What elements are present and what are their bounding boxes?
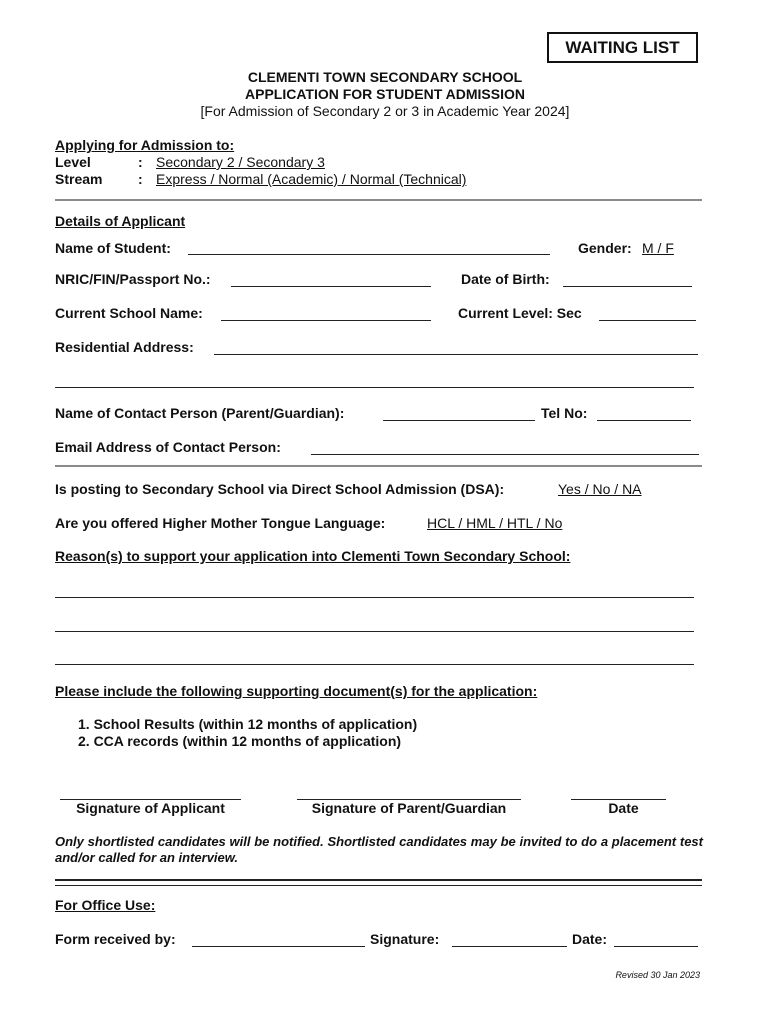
contact-person-label: Name of Contact Person (Parent/Guardian):	[55, 405, 345, 421]
reasons-field-line-2[interactable]	[55, 631, 694, 632]
current-level-field[interactable]	[599, 320, 696, 321]
form-subtitle: [For Admission of Secondary 2 or 3 in Academic Year 2024]	[200, 103, 570, 119]
level-label: Level	[55, 154, 91, 170]
address-field-line-1[interactable]	[214, 354, 698, 355]
waiting-list-badge: WAITING LIST	[547, 32, 698, 63]
stream-label: Stream	[55, 171, 103, 187]
document-item: 1. School Results (within 12 months of application)	[78, 716, 418, 732]
office-heading: For Office Use:	[55, 897, 156, 913]
email-field[interactable]	[311, 454, 699, 455]
school-name: CLEMENTI TOWN SECONDARY SCHOOL	[247, 69, 523, 85]
address-label: Residential Address:	[55, 339, 194, 355]
form-received-field[interactable]	[192, 946, 365, 947]
revised-date: Revised 30 Jan 2023	[615, 970, 700, 980]
current-level-label: Current Level: Sec	[458, 305, 582, 321]
gender-options[interactable]: M / F	[642, 240, 674, 256]
dsa-question: Is posting to Secondary School via Direct School Admission (DSA):	[55, 481, 505, 497]
applying-heading: Applying for Admission to:	[55, 137, 235, 153]
gender-label: Gender:	[578, 240, 632, 256]
nric-label: NRIC/FIN/Passport No.:	[55, 271, 211, 287]
section-divider	[55, 465, 702, 467]
hmtl-options[interactable]: HCL / HML / HTL / No	[427, 515, 563, 531]
dob-label: Date of Birth:	[461, 271, 550, 287]
office-divider	[55, 879, 702, 886]
shortlist-note: Only shortlisted candidates will be notified. Shortlisted candidates may be invited to do a placement test and/or called for an interview.	[55, 834, 703, 865]
reasons-heading: Reason(s) to support your application into Clementi Town Secondary School:	[55, 548, 571, 564]
hmtl-question: Are you offered Higher Mother Tongue Language:	[55, 515, 386, 531]
current-school-label: Current School Name:	[55, 305, 203, 321]
office-date-label: Date:	[572, 931, 608, 947]
current-school-field[interactable]	[221, 320, 431, 321]
level-options[interactable]: Secondary 2 / Secondary 3	[156, 154, 325, 170]
applicant-signature-label: Signature of Applicant	[76, 800, 225, 816]
address-field-line-2[interactable]	[55, 387, 694, 388]
parent-signature-label: Signature of Parent/Guardian	[311, 800, 507, 816]
tel-field[interactable]	[597, 420, 691, 421]
nric-field[interactable]	[231, 286, 431, 287]
reasons-field-line-1[interactable]	[55, 597, 694, 598]
document-item: 2. CCA records (within 12 months of application)	[78, 733, 402, 749]
dsa-options[interactable]: Yes / No / NA	[558, 481, 642, 497]
office-date-field[interactable]	[614, 946, 698, 947]
stream-colon: :	[138, 171, 143, 187]
documents-heading: Please include the following supporting document(s) for the application:	[55, 683, 538, 699]
section-divider	[55, 199, 702, 201]
office-signature-field[interactable]	[452, 946, 567, 947]
details-heading: Details of Applicant	[55, 213, 186, 229]
tel-label: Tel No:	[541, 405, 588, 421]
office-signature-label: Signature:	[370, 931, 440, 947]
level-colon: :	[138, 154, 143, 170]
stream-options[interactable]: Express / Normal (Academic) / Normal (Technical)	[156, 171, 467, 187]
dob-field[interactable]	[563, 286, 692, 287]
student-name-label: Name of Student:	[55, 240, 171, 256]
email-label: Email Address of Contact Person:	[55, 439, 281, 455]
student-name-field[interactable]	[188, 254, 550, 255]
contact-person-field[interactable]	[383, 420, 535, 421]
date-label: Date	[608, 800, 639, 816]
form-title: APPLICATION FOR STUDENT ADMISSION	[245, 86, 525, 102]
reasons-field-line-3[interactable]	[55, 664, 694, 665]
form-received-label: Form received by:	[55, 931, 176, 947]
